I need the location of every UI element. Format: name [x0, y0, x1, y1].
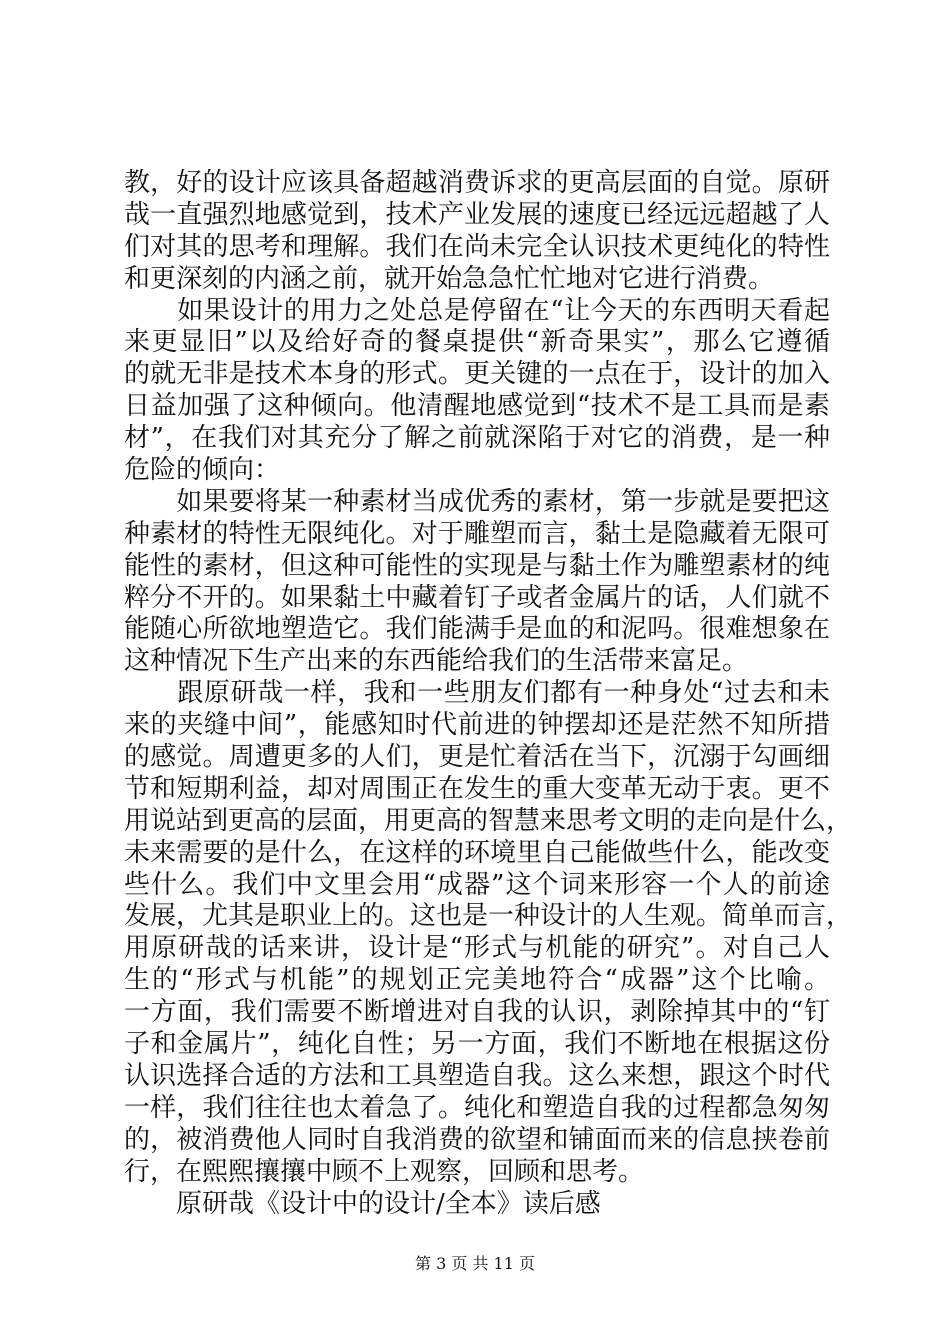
text-line: 能随心所欲地塑造它。我们能满手是血的和泥吗。很难想象在: [124, 614, 830, 645]
text-line: 用原研哉的话来讲，设计是“形式与机能的研究”。对自己人: [124, 933, 830, 964]
text-line: 一方面，我们需要不断增进对自我的认识，剥除掉其中的“钉: [124, 997, 830, 1028]
text-line: 材”，在我们对其充分了解之前就深陷于对它的消费，是一种: [124, 423, 830, 454]
text-line: 跟原研哉一样，我和一些朋友们都有一种身处“过去和未: [124, 678, 830, 709]
text-line: 发展，尤其是职业上的。这也是一种设计的人生观。简单而言，: [124, 901, 853, 932]
text-line: 原研哉《设计中的设计/全本》读后感: [124, 1188, 601, 1219]
text-line: 危险的倾向：: [124, 455, 281, 486]
text-line: 种素材的特性无限纯化。对于雕塑而言，黏土是隐藏着无限可: [124, 518, 830, 549]
text-line: 子和金属片”，纯化自性；另一方面，我们不断地在根据这份: [124, 1029, 830, 1060]
text-line: 们对其的思考和理解。我们在尚未完全认识技术更纯化的特性: [124, 231, 830, 262]
text-line: 日益加强了这种倾向。他清醒地感觉到“技术不是工具而是素: [124, 391, 830, 422]
text-line: 行，在熙熙攘攘中顾不上观察，回顾和思考。: [124, 1156, 645, 1187]
text-line: 的，被消费他人同时自我消费的欲望和铺面而来的信息挟卷前: [124, 1124, 830, 1155]
text-line: 认识选择合适的方法和工具塑造自我。这么来想，跟这个时代: [124, 1060, 830, 1091]
text-line: 和更深刻的内涵之前，就开始急急忙忙地对它进行消费。: [124, 263, 775, 294]
text-line: 粹分不开的。如果黏土中藏着钉子或者金属片的话，人们就不: [124, 582, 830, 613]
text-line: 节和短期利益，却对周围正在发生的重大变革无动于衷。更不: [124, 773, 830, 804]
text-line: 哉一直强烈地感觉到，技术产业发展的速度已经远远超越了人: [124, 199, 830, 230]
text-line: 教，好的设计应该具备超越消费诉求的更高层面的自觉。原研: [124, 168, 830, 198]
text-line: 用说站到更高的层面，用更高的智慧来思考文明的走向是什么，: [124, 805, 853, 836]
text-line: 如果设计的用力之处总是停留在“让今天的东西明天看起: [124, 295, 830, 326]
text-line: 一样，我们往往也太着急了。纯化和塑造自我的过程都急匆匆: [124, 1092, 830, 1123]
text-line: 这种情况下生产出来的东西能给我们的生活带来富足。: [124, 646, 749, 677]
page-footer: 第 3 页 共 11 页: [415, 1254, 535, 1273]
text-line: 如果要将某一种素材当成优秀的素材，第一步就是要把这: [124, 486, 830, 517]
text-line: 未来需要的是什么，在这样的环境里自己能做些什么，能改变: [124, 837, 830, 868]
text-line: 来的夹缝中间”，能感知时代前进的钟摆却还是茫然不知所措: [124, 710, 830, 741]
text-line: 能性的素材，但这种可能性的实现是与黏土作为雕塑素材的纯: [124, 550, 830, 581]
text-line: 生的“形式与机能”的规划正完美地符合“成器”这个比喻。: [124, 965, 830, 996]
text-line: 的感觉。周遭更多的人们，更是忙着活在当下，沉溺于勾画细: [124, 742, 830, 773]
text-line: 来更显旧”以及给好奇的餐桌提供“新奇果实”，那么它遵循: [124, 327, 830, 358]
body-text: [124, 168, 853, 1220]
text-line: 些什么。我们中文里会用“成器”这个词来形容一个人的前途: [124, 869, 830, 900]
text-line: 的就无非是技术本身的形式。更关键的一点在于，设计的加入: [124, 359, 830, 390]
